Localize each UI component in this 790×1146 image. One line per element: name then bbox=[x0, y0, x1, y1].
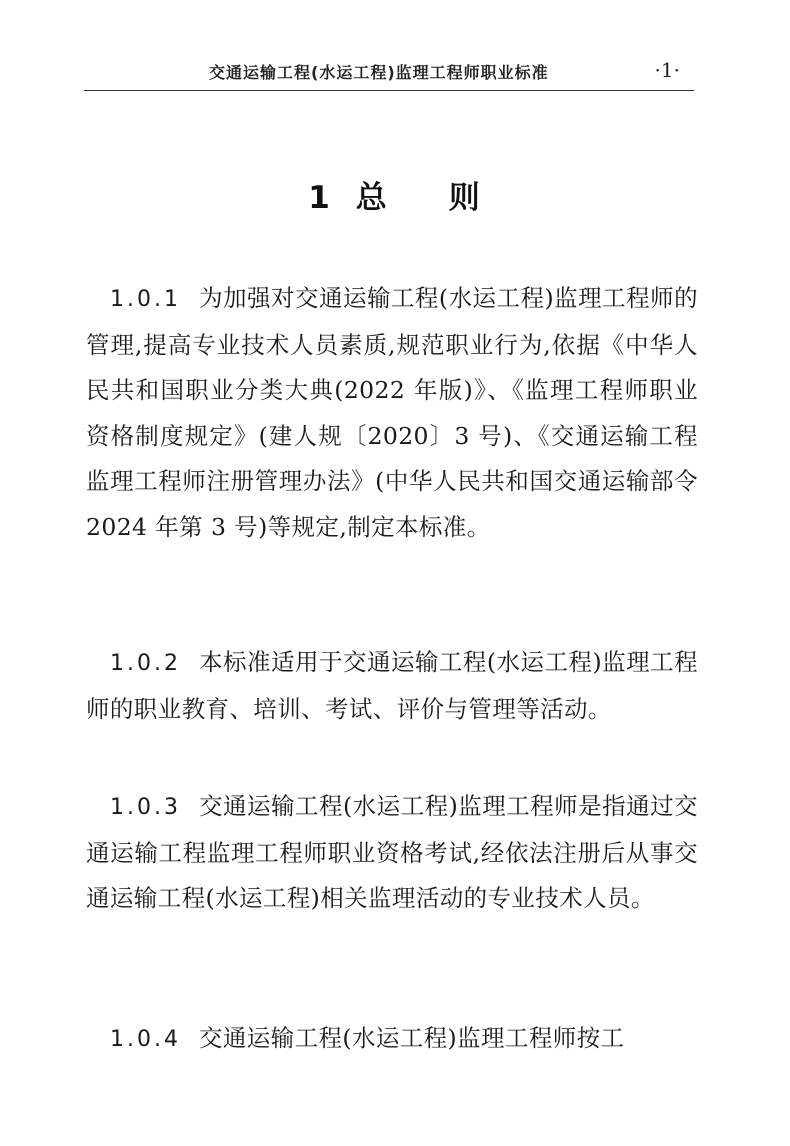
clause-text: 交通运输工程(水运工程)监理工程师是指通过交通运输工程监理工程师职业资格考试,经依法注册后从事交通运输工程(水运工程)相关监理活动的专业技术人员。 bbox=[86, 792, 698, 912]
chapter-title bbox=[0, 172, 790, 217]
clause-1-0-3 bbox=[86, 784, 698, 922]
chapter-number: 1 bbox=[308, 180, 332, 216]
clause-1-0-2 bbox=[86, 640, 698, 732]
clause-text: 本标准适用于交通运输工程(水运工程)监理工程师的职业教育、培训、考试、评价与管理等活动。 bbox=[86, 648, 698, 723]
clause-number: 1.0.4 bbox=[110, 1027, 181, 1052]
page-number: ·1· bbox=[654, 58, 680, 82]
clause-1-0-1 bbox=[86, 276, 698, 550]
clause-number: 1.0.3 bbox=[110, 795, 181, 820]
clause-1-0-4 bbox=[86, 1016, 698, 1063]
chapter-title-char-2: 则 bbox=[448, 180, 482, 216]
clause-number: 1.0.1 bbox=[110, 287, 181, 312]
clause-text: 为加强对交通运输工程(水运工程)监理工程师的管理,提高专业技术人员素质,规范职业行为,依据《中华人民共和国职业分类大典(2022 年版)》、《监理工程师职业资格制度规定》(建人规〔2020〕3 号)、《交通运输工程监理工程师注册管理办法》(中华人民共和国交通运输部令 2024 年第 3 号)等规定,制定本标准。 bbox=[86, 284, 698, 541]
clause-text: 交通运输工程(水运工程)监理工程师按工 bbox=[198, 1024, 625, 1052]
chapter-title-char-1: 总 bbox=[355, 180, 389, 216]
running-title: 交通运输工程(水运工程)监理工程师职业标准 bbox=[209, 63, 549, 82]
clause-number: 1.0.2 bbox=[110, 651, 181, 676]
running-header bbox=[84, 56, 694, 91]
